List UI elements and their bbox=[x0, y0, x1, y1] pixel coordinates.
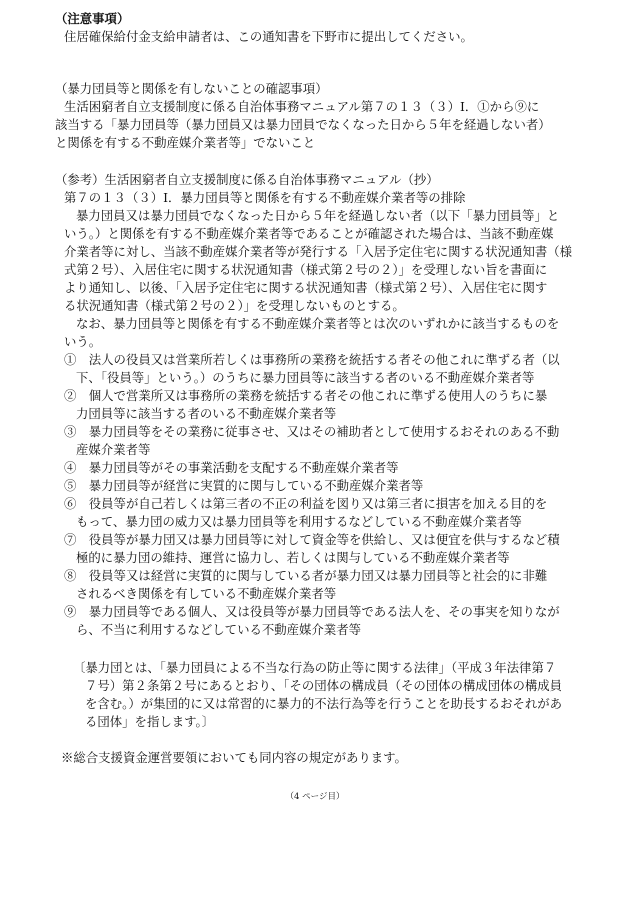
definition-line-4: る団体」を指します。〕 bbox=[85, 714, 215, 729]
list-item-9-line-1: ⑨ 暴力団員等である個人、又は役員等が暴力団員等である法人を、その事実を知りなが bbox=[64, 604, 560, 619]
reference-para2-line-2: いう。 bbox=[64, 334, 102, 349]
list-item-1-line-1: ① 法人の役員又は営業所若しくは事務所の業務を統括する者その他これに準ずる者（以 bbox=[64, 352, 560, 367]
list-item-2-line-2: 力団員等に該当する者のいる不動産媒介業者等 bbox=[76, 406, 337, 421]
reference-para1-line-3: 介業者等に対し、当該不動産媒介業者等が発行する「入居予定住宅に関する状況通知書（様 bbox=[64, 244, 573, 259]
reference-para1-line-1: 暴力団員又は暴力団員でなくなった日から５年を経過しない者（以下「暴力団員等」と bbox=[76, 208, 560, 223]
confirmation-line-3: と関係を有する不動産媒介業者等」でないこと bbox=[55, 135, 316, 150]
list-item-1-line-2: 下、「役員等」という。）のうちに暴力団員等に該当する者のいる不動産媒介業者等 bbox=[76, 370, 535, 385]
list-item-4: ④ 暴力団員等がその事業活動を支配する不動産媒介業者等 bbox=[64, 460, 399, 475]
general-note: ※総合支援資金運営要領においても同内容の規定があります。 bbox=[61, 750, 407, 765]
list-item-5: ⑤ 暴力団員等が経営に実質的に関与している不動産媒介業者等 bbox=[64, 478, 424, 493]
confirmation-line-1: 生活困窮者自立支援制度に係る自治体事務マニュアル第７の１３（３）Ⅰ．①から⑨に bbox=[64, 99, 540, 114]
list-item-6-line-2: もって、暴力団の威力又は暴力団員等を利用するなどしている不動産媒介業者等 bbox=[76, 514, 522, 529]
reference-para2-line-1: なお、暴力団員等と関係を有する不動産媒介業者等とは次のいずれかに該当するものを bbox=[76, 316, 560, 331]
list-item-7-line-2: 極的に暴力団の維持、運営に協力し、若しくは関与している不動産媒介業者等 bbox=[76, 550, 510, 565]
list-item-7-line-1: ⑦ 役員等が暴力団又は暴力団員等に対して資金等を供給し、又は便宜を供与するなど積 bbox=[64, 532, 560, 547]
list-item-3-line-2: 産媒介業者等 bbox=[76, 442, 151, 457]
list-item-3-line-1: ③ 暴力団員等をその業務に従事させ、又はその補助者として使用するおそれのある不動 bbox=[64, 424, 560, 439]
reference-heading: （参考）生活困窮者自立支援制度に係る自治体事務マニュアル（抄） bbox=[55, 172, 439, 187]
definition-line-1: 〔暴力団とは、「暴力団員による不当な行為の防止等に関する法律」（平成３年法律第７ bbox=[73, 660, 557, 675]
list-item-8-line-2: されるべき関係を有している不動産媒介業者等 bbox=[76, 586, 337, 601]
reference-para1-line-4: 式第２号）、入居住宅に関する状況通知書（様式第２号の２）」を受理しない旨を書面に bbox=[64, 262, 548, 277]
confirmation-heading: （暴力団員等と関係を有しないことの確認事項） bbox=[55, 81, 328, 96]
reference-para1-line-6: る状況通知書（様式第２号の２）」を受理しないものとする。 bbox=[64, 298, 405, 313]
reference-para1-line-5: より通知し、以後、「入居予定住宅に関する状況通知書（様式第２号）、入居住宅に関す bbox=[64, 280, 548, 295]
list-item-9-line-2: ら、不当に利用するなどしている不動産媒介業者等 bbox=[76, 622, 361, 637]
reference-section-title: 第７の１３（３）Ⅰ．暴力団員等と関係を有する不動産媒介業者等の排除 bbox=[64, 190, 466, 205]
list-item-2-line-1: ② 個人で営業所又は事務所の業務を統括する者その他これに準ずる使用人のうちに暴 bbox=[64, 388, 548, 403]
definition-line-2: ７号）第２条第２号にあるとおり、「その団体の構成員（その団体の構成団体の構成員 bbox=[85, 678, 563, 693]
reference-para1-line-2: いう。）と関係を有する不動産媒介業者等であることが確認された場合は、当該不動産媒 bbox=[64, 226, 554, 241]
notes-heading: （注意事項） bbox=[55, 11, 130, 26]
notes-body: 住居確保給付金支給申請者は、この通知書を下野市に提出してください。 bbox=[64, 29, 473, 44]
list-item-8-line-1: ⑧ 役員等又は経営に実質的に関与している者が暴力団又は暴力団員等と社会的に非難 bbox=[64, 568, 548, 583]
list-item-6-line-1: ⑥ 役員等が自己若しくは第三者の不正の利益を図り又は第三者に損害を加える目的を bbox=[64, 496, 548, 511]
page-number: （4 ページ目） bbox=[285, 792, 345, 802]
definition-line-3: を含む。）が集団的に又は常習的に暴力的不法行為等を行うことを助長するおそれがあ bbox=[85, 696, 563, 711]
confirmation-line-2: 該当する「暴力団員等（暴力団員又は暴力団員でなくなった日から５年を経過しない者） bbox=[55, 117, 551, 132]
